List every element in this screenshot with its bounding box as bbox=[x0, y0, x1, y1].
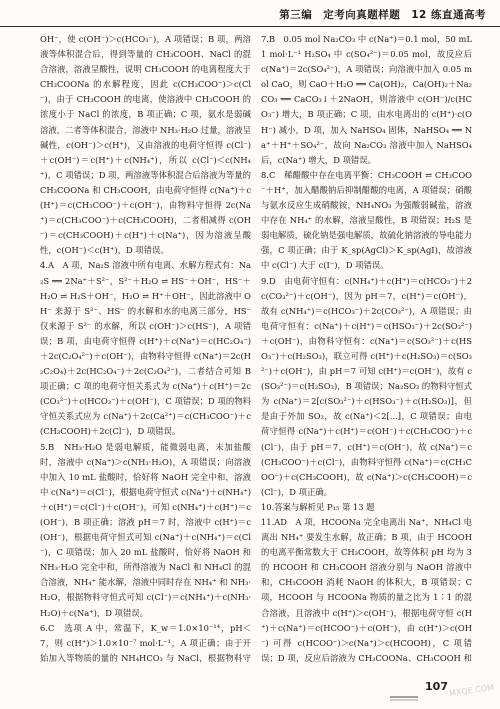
body-columns bbox=[40, 32, 472, 668]
right-column bbox=[261, 32, 472, 668]
paragraph: 7.B 0.05 mol Na₂CO₃ 中 c(Na⁺)＝0.1 mol，50 mL 1 mol·L⁻¹ H₂SO₄ 中 c(SO₄²⁻)＝0.05 mol，故反应后 c(Na⁺)＝2c(SO₄²⁻)，A 项错误；向溶液中加入 0.05 mol CaO，则 CaO＋H₂O ══ Ca(OH)₂，Ca(OH)₂＋Na₂CO₃ ══ CaCO₃↓＋2NaOH，则溶液中 c(OH⁻)/c(HCO₃⁻) 增大，B 项正确；C 项，由水电离出的 c(H⁺)·c(OH⁻) 减小，D 项，加入 NaHSO₄ 固体，NaHSO₄ ══ Na⁺＋H⁺＋SO₄²⁻，故向 Na₂CO₃ 溶液中加入 NaHSO₄ 后，c(Na⁺) 增大，D 项错误。 bbox=[261, 34, 472, 165]
paragraph: 11.AD A 项，HCOONa 完全电离出 Na⁺，NH₄Cl 电离出 NH₄⁺ 要发生水解，故正确；B 项，由于 HCOOH 的电离平衡常数大于 CH₃COOH，故等体积 pH 均为 3 的 HCOOH 和 CH₃COOH 溶液分别与 NaOH 溶液中和，CH₃COOH 消耗 NaOH 的体积大，B 项错误；C 项，HCOOH 与 HCOONa 物质的量之比为 1∶1 的混合溶液，且溶液中 c(H⁺)＞c(OH⁻)，根据电荷守恒 c(H⁺)＋c(Na⁺)＝c(HCOO⁻)＋c(OH⁻)，由 c(H⁺)＞c(OH⁻) 可得 c(HCOO⁻)＞c(Na⁺)＞c(HCOOH)，C 项错误；D 项，反应后溶液为 CH₃COONa、CH₃COOH 和 bbox=[261, 517, 472, 663]
left-column bbox=[40, 32, 251, 668]
paragraph: 8.C 稀醋酸中存在电离平衡：CH₃COOH ⇌ CH₃COO⁻＋H⁺，加入醋酸钠后抑制醋酸的电离，A 项错误；硝酸与氨水反应生成硝酸铵，NH₄NO₃ 为强酸弱碱盐，溶液中存在 NH₄⁺ 的水解，溶液呈酸性，B 项错误；H₂S 是弱电解质，硫化钠是强电解质，故硫化钠溶液的导电能力强，C 项正确；由于 K_sp(AgCl)＞K_sp(AgI)，故溶液中 c(Cl⁻) 大于 c(I⁻)，D 项错误。 bbox=[261, 169, 472, 271]
page-header bbox=[0, 0, 500, 27]
paragraph: OH⁻，使 c(OH⁻)＞c(HCO₃⁻)，A 项错误；B 项，两溶液等体积混合后，得到等量的 CH₃COOH、NaCl 的混合溶液，溶液呈酸性，说明 CH₃COOH 的电离程度大于 CH₃COONa 的水解程度，因此 c(CH₃COO⁻)＞c(Cl⁻)，由于 CH₃COOH 的电离，使溶液中 CH₃COOH 的浓度小于 NaCl 的浓度，B 项正确；C 项，氨水是弱碱溶液，二者等体积混合，溶液中 NH₃·H₂O 过量，溶液呈碱性，c(OH⁻)＞c(H⁺)，又由溶液的电荷守恒得 c(Cl⁻)＋c(OH⁻)＝c(H⁺)＋c(NH₄⁺)，所以 c(Cl⁻)＜c(NH₄⁺)，C 项错误；D 项，两溶液等体积混合后溶液为等量的 CH₃COONa 和 CH₃COOH，由电荷守恒得 c(Na⁺)＋c(H⁺)＝c(CH₃COO⁻)＋c(OH⁻)，由物料守恒得 2c(Na⁺)＝c(CH₃COO⁻)＋c(CH₃COOH)，二者相减得 c(OH⁻)＝c(CH₃COOH)＋c(H⁺)＋c(Na⁺)，因为溶液呈酸性，c(OH⁻)＜c(H⁺)，D 项错误。 bbox=[40, 34, 251, 256]
paragraph: 9.D 由电荷守恒有：c(NH₄⁺)＋c(H⁺)＝c(HCO₃⁻)＋2c(CO₃²⁻)＋c(OH⁻)，因为 pH＝7，c(H⁺)＝c(OH⁻)，故有 c(NH₄⁺)＝c(HCO₃⁻)＋2c(CO₃²⁻)，A 项错误；由电荷守恒有：c(Na⁺)＋c(H⁺)＝c(HSO₃⁻)＋2c(SO₃²⁻)＋c(OH⁻)，由物料守恒有：c(Na⁺)＝c(SO₃²⁻)＋c(HSO₃⁻)＋c(H₂SO₃)，联立可得 c(H⁺)＋c(H₂SO₃)＝c(SO₃²⁻)＋c(OH⁻)，由 pH＝7 可知 c(H⁺)＝c(OH⁻)，故有 c(SO₃²⁻)＝c(H₂SO₃)，B 项错误；Na₂SO₃ 的物料守恒式为 c(Na⁺)＝2[c(SO₃²⁻)＋c(HSO₃⁻)＋c(H₂SO₃)]，但是由于外加 SO₂，故 c(Na⁺)＜2[...]，C 项错误；由电荷守恒得 c(Na⁺)＋c(H⁺)＝c(OH⁻)＋c(CH₃COO⁻)＋c(Cl⁻)，由于 pH＝7，c(H⁺)＝c(OH⁻)，故 c(Na⁺)＝c(CH₃COO⁻)＋c(Cl⁻)，由物料守恒得 c(Na⁺)＝c(CH₃COO⁻)＋c(CH₃COOH)，故 c(Na⁺)＞c(CH₃COOH)＝c(Cl⁻)，D 项正确。 bbox=[261, 275, 472, 497]
paragraph: 4.A A 项，Na₂S 溶液中所有电离、水解方程式有：Na₂S ══ 2Na⁺＋S²⁻，S²⁻＋H₂O ⇌ HS⁻＋OH⁻，HS⁻＋H₂O ⇌ H₂S＋OH⁻，H₂O ⇌ H⁺＋OH⁻，因此溶液中 OH⁻ 来源于 S²⁻、HS⁻ 的水解和水的电离三部分，HS⁻ 仅来源于 S²⁻ 的水解，所以 c(OH⁻)＞c(HS⁻)，A 项错误；B 项，由电荷守恒得 c(H⁺)＋c(Na⁺)＝c(HC₂O₄⁻)＋2c(C₂O₄²⁻)＋c(OH⁻)，由物料守恒得 c(Na⁺)＝2c(H₂C₂O₄)＋2c(HC₂O₄⁻)＋2c(C₂O₄²⁻)，二者结合可知 B 项正确；C 项的电荷守恒关系式为 c(Na⁺)＋c(H⁺)＝2c(CO₃²⁻)＋c(HCO₃⁻)＋c(OH⁻)，C 项错误；D 项的物料守恒关系式应为 c(Na⁺)＋2c(Ca²⁺)＝c(CH₃COO⁻)＋c(CH₃COOH)＋2c(Cl⁻)，D 项错误。 bbox=[40, 260, 251, 437]
header-title: 第三编 定考向真题样题 12 练直通高考 bbox=[279, 9, 486, 21]
paragraph: 5.B NH₃·H₂O 是弱电解质，能微弱电离，未加盐酸时，溶液中 c(Na⁺)＞c(NH₃·H₂O)，A 项错误；向溶液中加入 10 mL 盐酸时，恰好将 NaOH 完全中和，溶液中 c(Na⁺)＝c(Cl⁻)，根据电荷守恒式 c(Na⁺)＋c(NH₄⁺)＋c(H⁺)＝c(Cl⁻)＋c(OH⁻)，可知 c(NH₄⁺)＋c(H⁺)＝c(OH⁻)，B 项正确；溶液 pH＝7 时，溶液中 c(H⁺)＝c(OH⁻)，根据电荷守恒式可知 c(Na⁺)＋c(NH₄⁺)＝c(Cl⁻)，C 项错误；加入 20 mL 盐酸时，恰好将 NaOH 和 NH₃·H₂O 完全中和，所得溶液为 NaCl 和 NH₄Cl 的混合溶液，NH₄⁺ 能水解，溶液中同时存在 NH₄⁺ 和 NH₃·H₂O，根据物料守恒式可知 c(Cl⁻)＝c(NH₄⁺)＋c(NH₃·H₂O)＋c(Na⁺)，D 项错误。 bbox=[40, 441, 251, 618]
watermark: MXQE.COM bbox=[448, 682, 495, 699]
paragraph: 10.答案与解析见 P₁₅ 第 13 题 bbox=[261, 501, 375, 512]
page-number: 107 bbox=[425, 680, 448, 693]
paragraph: 6.C 选项 A 中，常温下，K_w＝1.0×10⁻¹⁴，pH＜7，则 c(H⁺)＞1.0×10⁻⁷ mol·L⁻¹，A 项正确；由于开始加入等物质的量的 NH₄HCO₃ 与 NaCl，根据物料守 bbox=[40, 622, 251, 663]
